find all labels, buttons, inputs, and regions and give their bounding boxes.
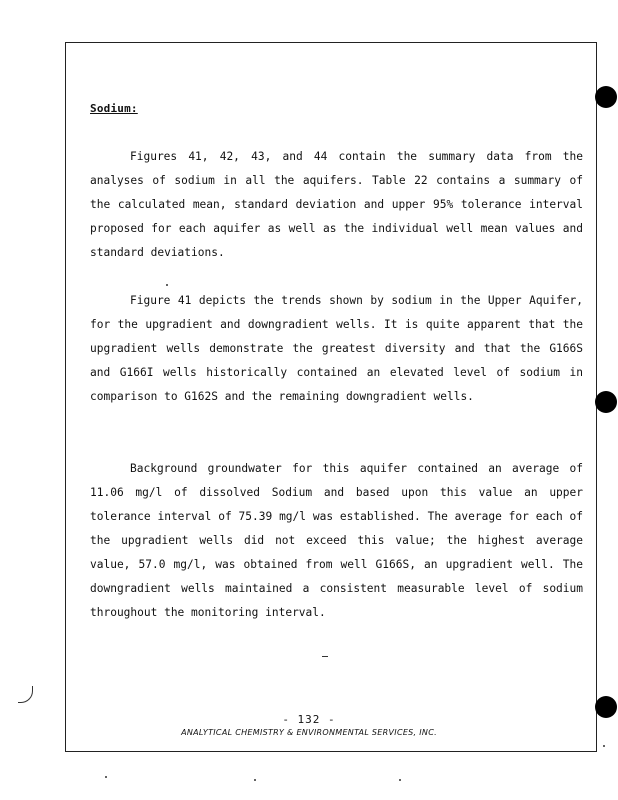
scan-speck <box>399 779 401 781</box>
company-name: ANALYTICAL CHEMISTRY & ENVIRONMENTAL SERVICES, INC. <box>181 728 437 737</box>
scan-speck <box>105 776 107 778</box>
paragraph-upper-aquifer-trends: Figure 41 depicts the trends shown by sodium in the Upper Aquifer, for the upgradient and downgradient wells. It is quite apparent that the upgradient wells demonstrate the greatest diversity and that the G166S and G166I wells historically contained an elevated level of sodium in comparison to G162S and the remaining downgradient wells. <box>90 294 583 403</box>
paragraph-background-groundwater: Background groundwater for this aquifer contained an average of 11.06 mg/l of dissolved Sodium and based upon this value an upper tolerance interval of 75.39 mg/l was established. The average for each of the upgradient wells did not exceed this value; the highest average value, 57.0 mg/l, was obtained from well G166S, an upgradient well. The downgradient wells maintained a consistent measurable level of sodium throughout the monitoring interval. <box>90 462 583 619</box>
scan-speck <box>254 779 256 781</box>
section-heading: Sodium: <box>90 102 138 115</box>
punch-hole-top <box>595 86 617 108</box>
page-number: - 132 - <box>282 713 336 726</box>
punch-hole-middle <box>595 391 617 413</box>
punch-hole-bottom <box>595 696 617 718</box>
scan-speck <box>603 745 605 747</box>
scan-artifact-curl <box>18 686 33 703</box>
scan-speck <box>166 284 168 286</box>
paragraph-summary: Figures 41, 42, 43, and 44 contain the summary data from the analyses of sodium in all the aquifers. Table 22 contains a summary of the calculated mean, standard deviation and upper 95% tolerance interval proposed for each aquifer as well as the individual well mean values and standard deviations. <box>90 150 583 259</box>
scan-artifact-dash <box>322 656 328 657</box>
